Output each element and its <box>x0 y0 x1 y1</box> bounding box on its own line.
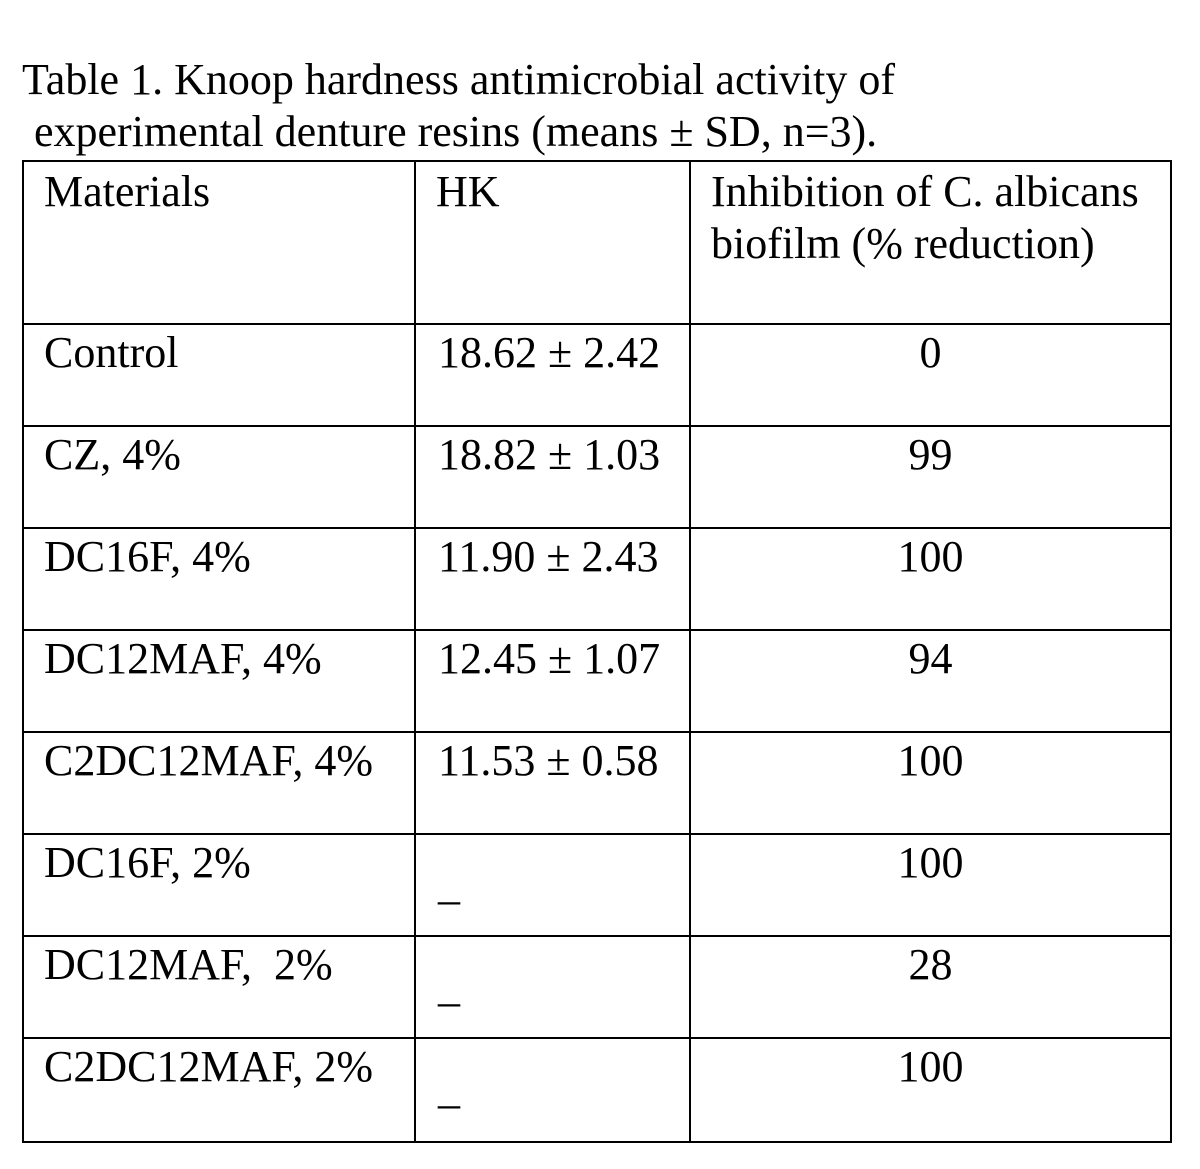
table-caption <box>22 54 1172 158</box>
table-row <box>23 324 1171 426</box>
cell-hk: _ <box>415 936 690 1038</box>
header-materials: Materials <box>23 161 415 324</box>
cell-material: DC12MAF, 2% <box>23 936 415 1038</box>
cell-inhibition: 94 <box>690 630 1171 732</box>
cell-hk: 11.90 ± 2.43 <box>415 528 690 630</box>
cell-material: DC16F, 4% <box>23 528 415 630</box>
table-body <box>23 324 1171 1142</box>
header-inhibition: Inhibition of C. albicans biofilm (% reduction) <box>690 161 1171 324</box>
cell-hk: _ <box>415 1038 690 1142</box>
cell-material: CZ, 4% <box>23 426 415 528</box>
header-row <box>23 161 1171 324</box>
cell-hk: _ <box>415 834 690 936</box>
table-row <box>23 528 1171 630</box>
cell-material: C2DC12MAF, 4% <box>23 732 415 834</box>
cell-hk: 12.45 ± 1.07 <box>415 630 690 732</box>
cell-hk: 18.62 ± 2.42 <box>415 324 690 426</box>
data-table <box>22 160 1172 1143</box>
header-hk: HK <box>415 161 690 324</box>
cell-inhibition: 100 <box>690 1038 1171 1142</box>
table-row <box>23 834 1171 936</box>
table-row <box>23 732 1171 834</box>
cell-material: DC16F, 2% <box>23 834 415 936</box>
cell-material: C2DC12MAF, 2% <box>23 1038 415 1142</box>
caption-line-2: experimental denture resins (means ± SD, n=3). <box>34 107 878 156</box>
cell-hk: 18.82 ± 1.03 <box>415 426 690 528</box>
cell-inhibition: 99 <box>690 426 1171 528</box>
table-row <box>23 426 1171 528</box>
cell-hk: 11.53 ± 0.58 <box>415 732 690 834</box>
table-row <box>23 1038 1171 1142</box>
cell-inhibition: 100 <box>690 732 1171 834</box>
cell-inhibition: 0 <box>690 324 1171 426</box>
cell-inhibition: 100 <box>690 528 1171 630</box>
cell-material: Control <box>23 324 415 426</box>
table-header <box>23 161 1171 324</box>
table-row <box>23 630 1171 732</box>
cell-material: DC12MAF, 4% <box>23 630 415 732</box>
caption-line-1: Table 1. Knoop hardness antimicrobial activity of <box>22 55 896 104</box>
cell-inhibition: 28 <box>690 936 1171 1038</box>
cell-inhibition: 100 <box>690 834 1171 936</box>
table-row <box>23 936 1171 1038</box>
